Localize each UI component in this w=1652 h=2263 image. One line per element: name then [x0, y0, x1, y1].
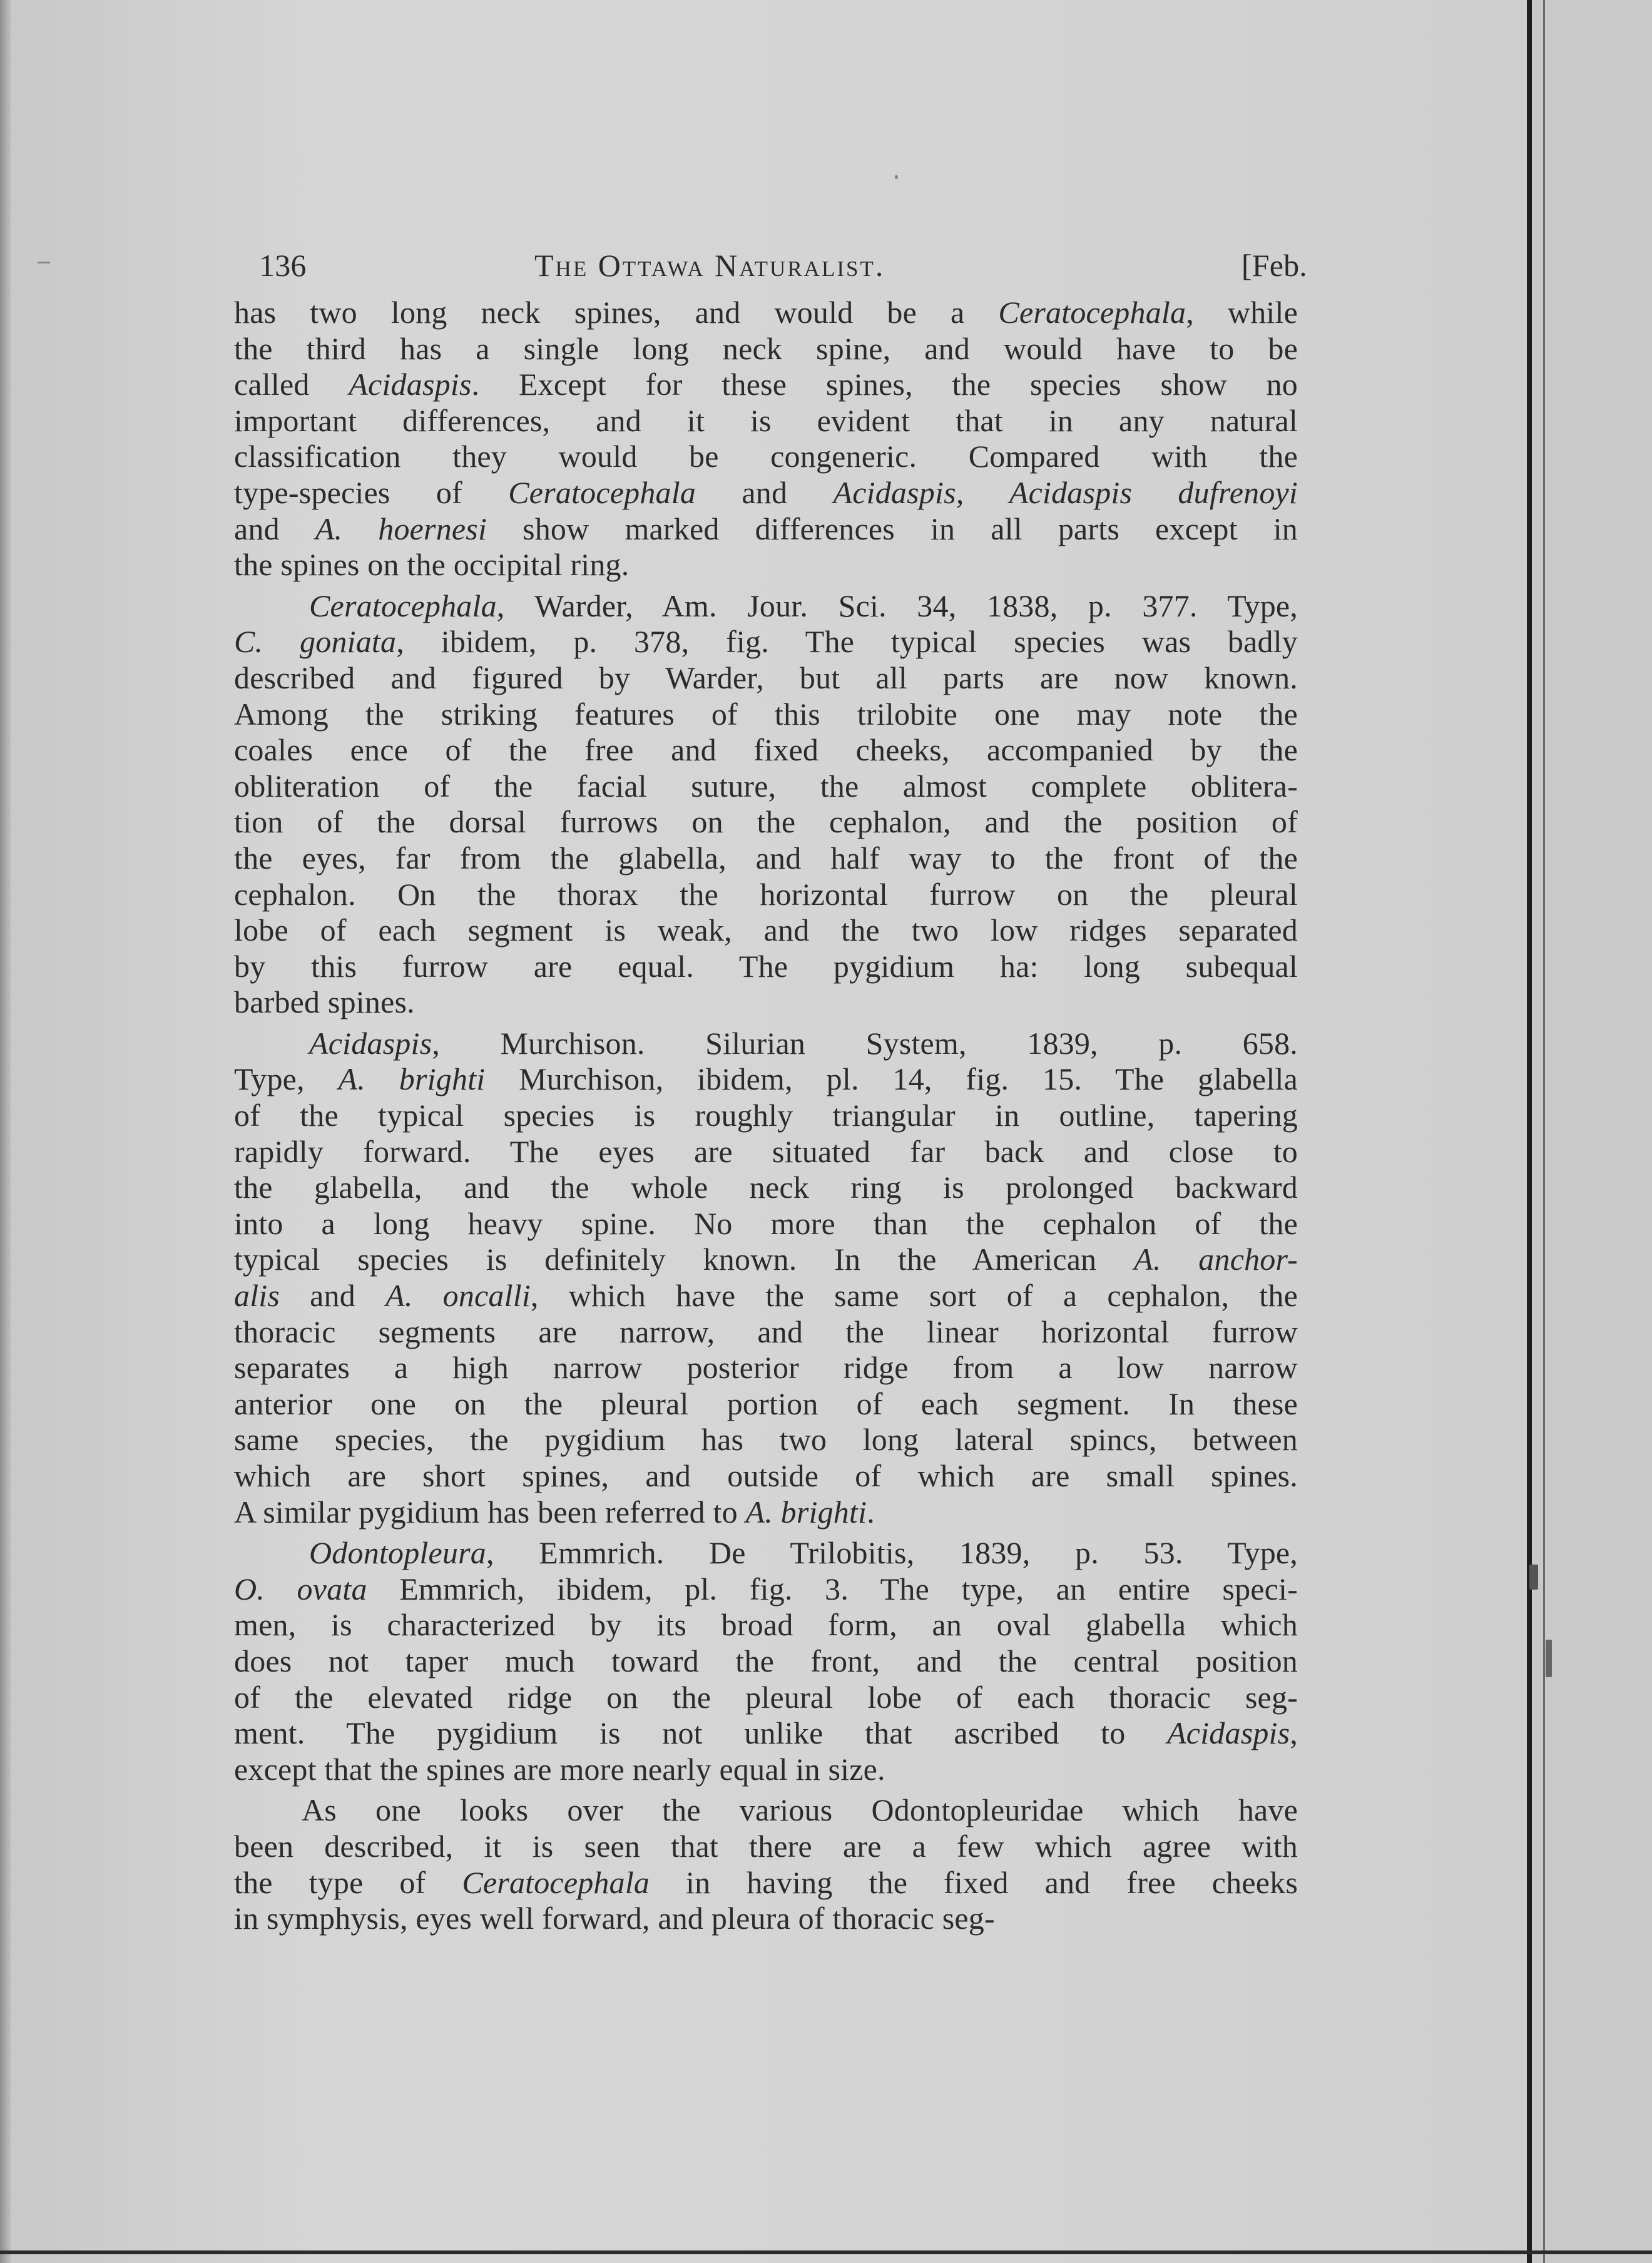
text-run: and — [280, 1278, 386, 1314]
text-run: , — [1290, 1715, 1298, 1751]
text-line — [234, 949, 1298, 985]
text-run: classification they would be congeneric. Compared with the — [234, 439, 1298, 474]
body-text — [234, 295, 1298, 1937]
right-margin — [1531, 0, 1652, 2263]
italic-text: A. hoernesi — [315, 511, 487, 546]
text-run: type-species of — [234, 474, 509, 510]
text-line — [234, 769, 1298, 805]
text-run: A similar pygidium has been referred to — [234, 1494, 746, 1530]
text-run: except that the spines are more nearly equal in size. — [234, 1751, 885, 1787]
text-run: of the elevated ridge on the pleural lobe of each thoracic seg- — [234, 1679, 1298, 1715]
paragraph — [234, 1026, 1298, 1530]
text-line — [234, 1643, 1298, 1680]
scan-speck — [38, 262, 50, 263]
italic-text: Odontopleura — [309, 1535, 486, 1571]
text-run: which are short spines, and outside of which are small spines. — [234, 1458, 1298, 1493]
text-run: . Except for these spines, the species show no — [471, 367, 1298, 402]
text-run: does not taper much toward the front, and the central position — [234, 1643, 1298, 1678]
italic-text: A. brighti — [745, 1494, 867, 1530]
italic-text: A. brighti — [338, 1061, 486, 1097]
text-run: lobe of each segment is weak, and the two low ridges separated — [234, 912, 1298, 948]
text-line — [234, 912, 1298, 949]
text-run: As one looks over the various Odontopleuridae which have — [302, 1792, 1298, 1828]
text-line — [234, 697, 1298, 733]
text-line — [234, 1206, 1298, 1242]
text-run: been described, it is seen that there are a few which agree with — [234, 1828, 1298, 1864]
text-line — [234, 1571, 1298, 1608]
text-run: barbed spines. — [234, 984, 415, 1020]
text-line — [234, 511, 1298, 548]
text-line — [234, 331, 1298, 367]
text-run: ment. The pygidium is not unlike that ascribed to — [234, 1715, 1168, 1751]
text-run: men, is characterized by its broad form, an oval glabella which — [234, 1607, 1298, 1643]
text-run: , Emmrich. De Trilobitis, 1839, p. 53. Type, — [486, 1535, 1298, 1571]
text-run: typical species is definitely known. In the American — [234, 1242, 1134, 1277]
running-head-month: [Feb. — [1241, 248, 1307, 283]
text-run: show marked differences in all parts except in — [487, 511, 1298, 546]
text-line — [234, 403, 1298, 439]
text-run: the glabella, and the whole neck ring is prolonged backward — [234, 1170, 1298, 1205]
text-run: the type of — [234, 1864, 462, 1900]
paragraph — [234, 1792, 1298, 1936]
journal-title: The Ottawa Naturalist. — [534, 248, 885, 283]
text-run: separates a high narrow posterior ridge from a low narrow — [234, 1350, 1298, 1386]
text-line — [234, 804, 1298, 840]
text-line — [234, 1314, 1298, 1351]
text-line — [234, 1278, 1298, 1314]
text-line — [234, 367, 1298, 403]
text-run: cephalon. On the thorax the horizontal furrow on the pleural — [234, 876, 1298, 912]
text-line — [234, 1901, 1298, 1937]
text-run: by this furrow are equal. The pygidium ha: long subequal — [234, 948, 1298, 984]
italic-text: Ceratocephala — [998, 295, 1186, 330]
italic-text: Acidaspis — [349, 367, 472, 402]
text-run: in having the fixed and free cheeks — [650, 1864, 1298, 1900]
text-run: Type, — [234, 1061, 339, 1097]
bottom-edge-line — [0, 2250, 1652, 2254]
text-run: thoracic segments are narrow, and the linear horizontal furrow — [234, 1314, 1298, 1349]
text-line — [234, 624, 1298, 660]
text-line — [234, 1535, 1298, 1571]
text-run: important differences, and it is evident that in any natural — [234, 402, 1298, 438]
text-run: in symphysis, eyes well forward, and pleura of thoracic seg- — [234, 1901, 995, 1936]
text-line — [234, 1680, 1298, 1716]
text-line — [234, 1026, 1298, 1062]
text-line — [234, 660, 1298, 697]
italic-text: A. anchor- — [1134, 1242, 1298, 1277]
text-line — [234, 439, 1298, 475]
text-line — [234, 295, 1298, 331]
text-line — [234, 1829, 1298, 1865]
running-head — [234, 247, 1307, 295]
text-line — [234, 1458, 1298, 1494]
text-run: . — [867, 1494, 875, 1530]
scan-speck — [1546, 1640, 1552, 1677]
paragraph — [234, 588, 1298, 1021]
text-run: coales ence of the free and fixed cheeks, accompanied by the — [234, 732, 1298, 768]
page-text — [234, 247, 1307, 1942]
text-run: into a long heavy spine. No more than the cephalon of the — [234, 1205, 1298, 1241]
text-run: , while — [1186, 295, 1298, 330]
paragraph — [234, 1535, 1298, 1787]
text-line — [234, 1715, 1298, 1752]
text-run: Emmrich, ibidem, pl. fig. 3. The type, an entire speci- — [367, 1571, 1298, 1607]
italic-text: alis — [234, 1278, 280, 1314]
scan-speck — [895, 175, 898, 179]
text-line — [234, 732, 1298, 769]
italic-text: Ceratocephala — [309, 588, 497, 623]
text-line — [234, 1061, 1298, 1098]
page-number: 136 — [259, 248, 307, 283]
text-line — [234, 588, 1298, 625]
text-run: Among the striking features of this trilobite one may note the — [234, 696, 1298, 732]
text-line — [234, 475, 1298, 511]
text-line — [234, 877, 1298, 913]
text-line — [234, 1350, 1298, 1386]
right-edge-line — [1543, 0, 1545, 2263]
italic-text: Acidaspis — [1167, 1715, 1290, 1751]
text-run: the spines on the occipital ring. — [234, 547, 630, 583]
text-run: of the typical species is roughly triangular in outline, tapering — [234, 1098, 1298, 1133]
binding-line — [1527, 0, 1532, 2263]
italic-text: Ceratocephala — [508, 474, 696, 510]
text-line — [234, 1752, 1298, 1788]
italic-text: Acidaspis — [309, 1025, 432, 1061]
text-run: the third has a single long neck spine, and would have to be — [234, 330, 1298, 366]
text-line — [234, 984, 1298, 1021]
italic-text: C. goniata — [234, 624, 397, 660]
italic-text: Acidaspis, Acidaspis dufrenoyi — [833, 474, 1298, 510]
text-line — [234, 1134, 1298, 1170]
text-line — [234, 547, 1298, 583]
text-line — [234, 1422, 1298, 1458]
text-line — [234, 1792, 1298, 1829]
text-line — [234, 1098, 1298, 1134]
text-run: , Warder, Am. Jour. Sci. 34, 1838, p. 377. Type, — [496, 588, 1298, 623]
text-run: same species, the pygidium has two long lateral spincs, between — [234, 1422, 1298, 1458]
text-run: the eyes, far from the glabella, and half way to the front of the — [234, 840, 1298, 876]
scan-speck — [1529, 1565, 1538, 1590]
paragraph — [234, 295, 1298, 583]
text-run: rapidly forward. The eyes are situated far back and close to — [234, 1133, 1298, 1169]
text-run: , which have the same sort of a cephalon, the — [530, 1278, 1298, 1314]
text-run: has two long neck spines, and would be a — [234, 295, 999, 330]
italic-text: O. ovata — [234, 1571, 367, 1607]
text-run: anterior one on the pleural portion of each segment. In these — [234, 1386, 1298, 1421]
text-line — [234, 1170, 1298, 1206]
text-line — [234, 1494, 1298, 1531]
text-line — [234, 840, 1298, 877]
page-left-edge — [0, 0, 11, 2263]
text-line — [234, 1607, 1298, 1643]
text-run: and — [234, 511, 315, 546]
text-line — [234, 1386, 1298, 1423]
text-run: described and figured by Warder, but all parts are now known. — [234, 660, 1298, 695]
text-run: called — [234, 367, 349, 402]
text-line — [234, 1865, 1298, 1901]
italic-text: A. oncalli — [385, 1278, 531, 1314]
text-run: , Murchison. Silurian System, 1839, p. 658. — [432, 1025, 1298, 1061]
text-run: and — [696, 474, 834, 510]
text-run: tion of the dorsal furrows on the cephalon, and the position of — [234, 804, 1298, 840]
italic-text: Ceratocephala — [462, 1864, 650, 1900]
text-line — [234, 1242, 1298, 1278]
text-run: , ibidem, p. 378, fig. The typical species was badly — [396, 624, 1298, 660]
text-run: obliteration of the facial suture, the almost complete oblitera- — [234, 768, 1298, 804]
text-run: Murchison, ibidem, pl. 14, fig. 15. The glabella — [485, 1061, 1298, 1097]
